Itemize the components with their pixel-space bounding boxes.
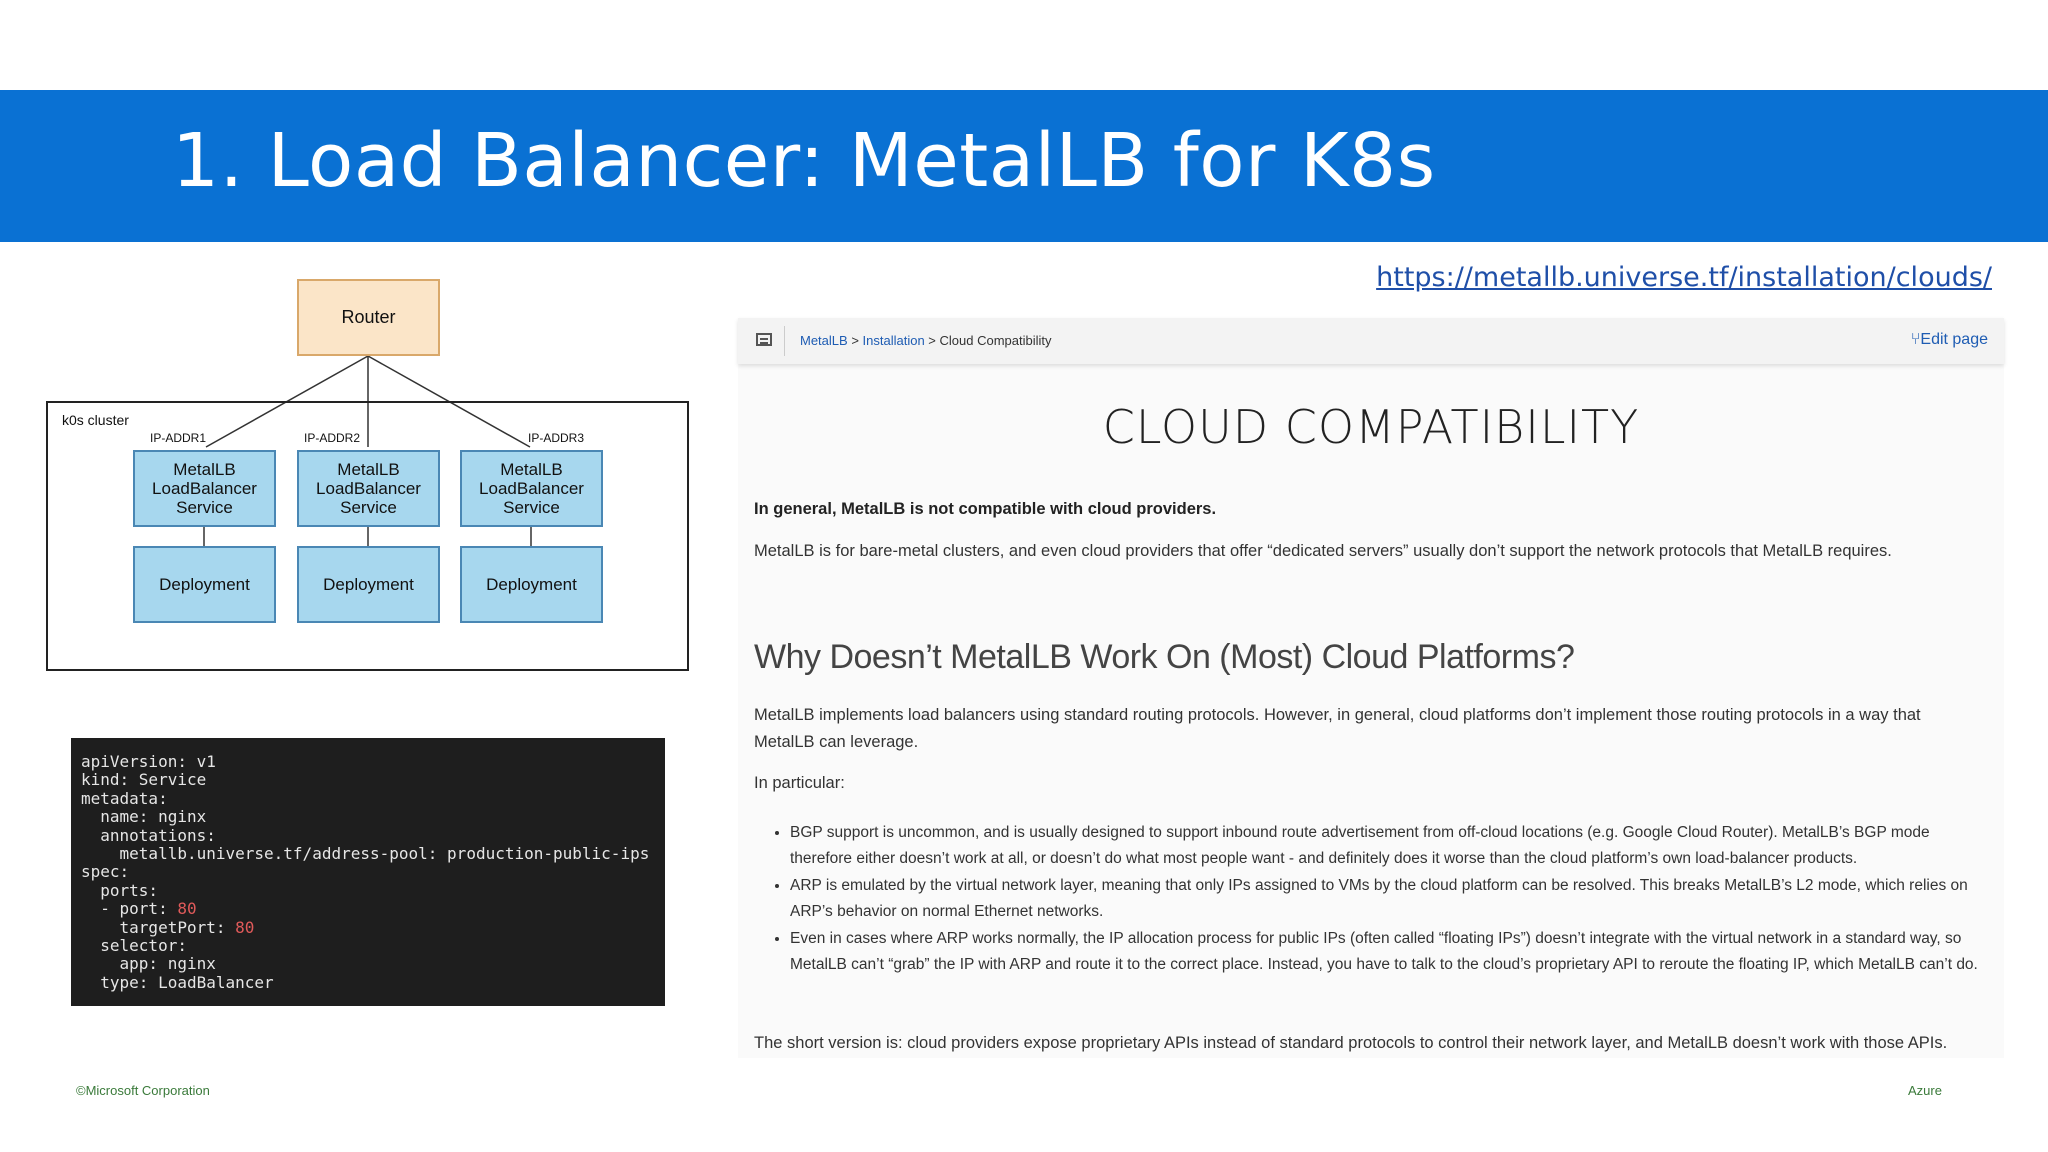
k0s-cluster-boundary [46,401,689,671]
page-title: CLOUD COMPATIBILITY [1102,400,1640,454]
menu-icon[interactable] [756,333,772,346]
loadbalancer-service-node [297,450,440,527]
breadcrumb [800,333,1052,348]
edit-page-label: Edit page [1920,331,1988,348]
breadcrumb-installation-link[interactable]: Installation [862,333,925,348]
docs-page-screenshot [738,318,2004,1058]
breadcrumb-current: Cloud Compatibility [939,333,1052,348]
section-heading: Why Doesn’t MetalLB Work On (Most) Cloud Platforms? [754,638,1575,676]
loadbalancer-service-node [133,450,276,527]
ip-label: IP-ADDR2 [304,431,361,445]
router-node: Router [297,279,440,356]
list-item: • ARP is emulated by the virtual network layer, meaning that only IPs assigned to VMs by the cloud platform can be resolved. This breaks MetalLB’s L2 mode, which relies on ARP’s behavior on normal Ethernet networks. [790,873,1984,926]
service-line: MetalLB [337,460,400,479]
code-line: selector: [81,936,187,956]
cluster-label: k0s cluster [62,412,129,428]
reasons-list [754,820,1984,978]
service-line: Service [503,498,560,517]
intro-paragraph: MetalLB is for bare-metal clusters, and even cloud providers that offer “dedicated servers” usually don’t support the network protocols that MetalLB requires. [754,542,1892,560]
copyright-footer: ©Microsoft Corporation [76,1083,210,1098]
service-yaml-code-block [71,738,665,1006]
code-line: targetPort: [81,917,236,937]
deployment-node: Deployment [133,546,276,623]
edit-page-link[interactable] [1911,331,1988,349]
service-line: LoadBalancer [479,479,584,498]
breadcrumb-bar [738,318,2004,364]
service-line: Service [176,498,233,517]
ip-label: IP-ADDR3 [528,431,585,445]
target-port-value: 80 [235,917,255,937]
section-paragraph: MetalLB implements load balancers using standard routing protocols. However, in general, cloud platforms don’t implement those routing protocols in a way that MetalLB can leverage. [754,706,1921,751]
metallb-url-link[interactable]: https://metallb.universe.tf/installation/clouds/ [1376,262,1992,293]
code-line: metadata: [81,788,168,808]
code-line: - port: [81,899,178,919]
in-particular-paragraph: In particular: [754,774,845,792]
code-line: app: nginx [81,954,216,974]
service-line: LoadBalancer [152,479,257,498]
breadcrumb-separator: > [924,333,940,348]
loadbalancer-service-node [460,450,603,527]
summary-paragraph: The short version is: cloud providers expose proprietary APIs instead of standard protocols to control their network layer, and MetalLB doesn’t work with those APIs. [754,1034,1948,1052]
code-line: metallb.universe.tf/address-pool: production-public-ips [81,844,650,864]
intro-bold: In general, MetalLB is not compatible with cloud providers. [754,500,1217,518]
code-line: kind: Service [81,770,207,790]
slide-title: 1. Load Balancer: MetalLB for K8s [172,118,1436,204]
code-line: type: LoadBalancer [81,972,274,992]
service-line: Service [340,498,397,517]
breadcrumb-separator: > [847,333,863,348]
code-line: apiVersion: v1 [81,752,216,771]
port-value: 80 [177,899,197,919]
code-line: name: nginx [81,807,207,827]
deployment-node: Deployment [460,546,603,623]
deployment-node: Deployment [297,546,440,623]
code-line: ports: [81,880,159,900]
service-line: LoadBalancer [316,479,421,498]
code-line: spec: [81,862,130,882]
code-line: annotations: [81,825,216,845]
breadcrumb-divider [784,326,785,356]
breadcrumb-metallb-link[interactable]: MetalLB [800,333,848,348]
service-line: MetalLB [500,460,563,479]
azure-footer: Azure [1908,1083,1942,1098]
service-line: MetalLB [173,460,236,479]
git-branch-icon: ⑂ [1910,331,1921,348]
list-item: • BGP support is uncommon, and is usually designed to support inbound route advertisement from off-cloud locations (e.g. Google Cloud Router). MetalLB’s BGP mode therefore either doesn’t work at all, or doesn’t do what most people want - and definitely does it worse than the cloud platform’s own load-balancer products. [790,820,1984,873]
ip-label: IP-ADDR1 [150,431,207,445]
architecture-diagram [44,270,694,676]
list-item: • Even in cases where ARP works normally, the IP allocation process for public IPs (often called “floating IPs”) doesn’t integrate with the virtual network in a standard way, so MetalLB can’t “grab” the IP with ARP and route it to the correct place. Instead, you have to talk to the cloud’s proprietary API to reroute the floating IP, which MetalLB can’t do. [790,926,1984,979]
